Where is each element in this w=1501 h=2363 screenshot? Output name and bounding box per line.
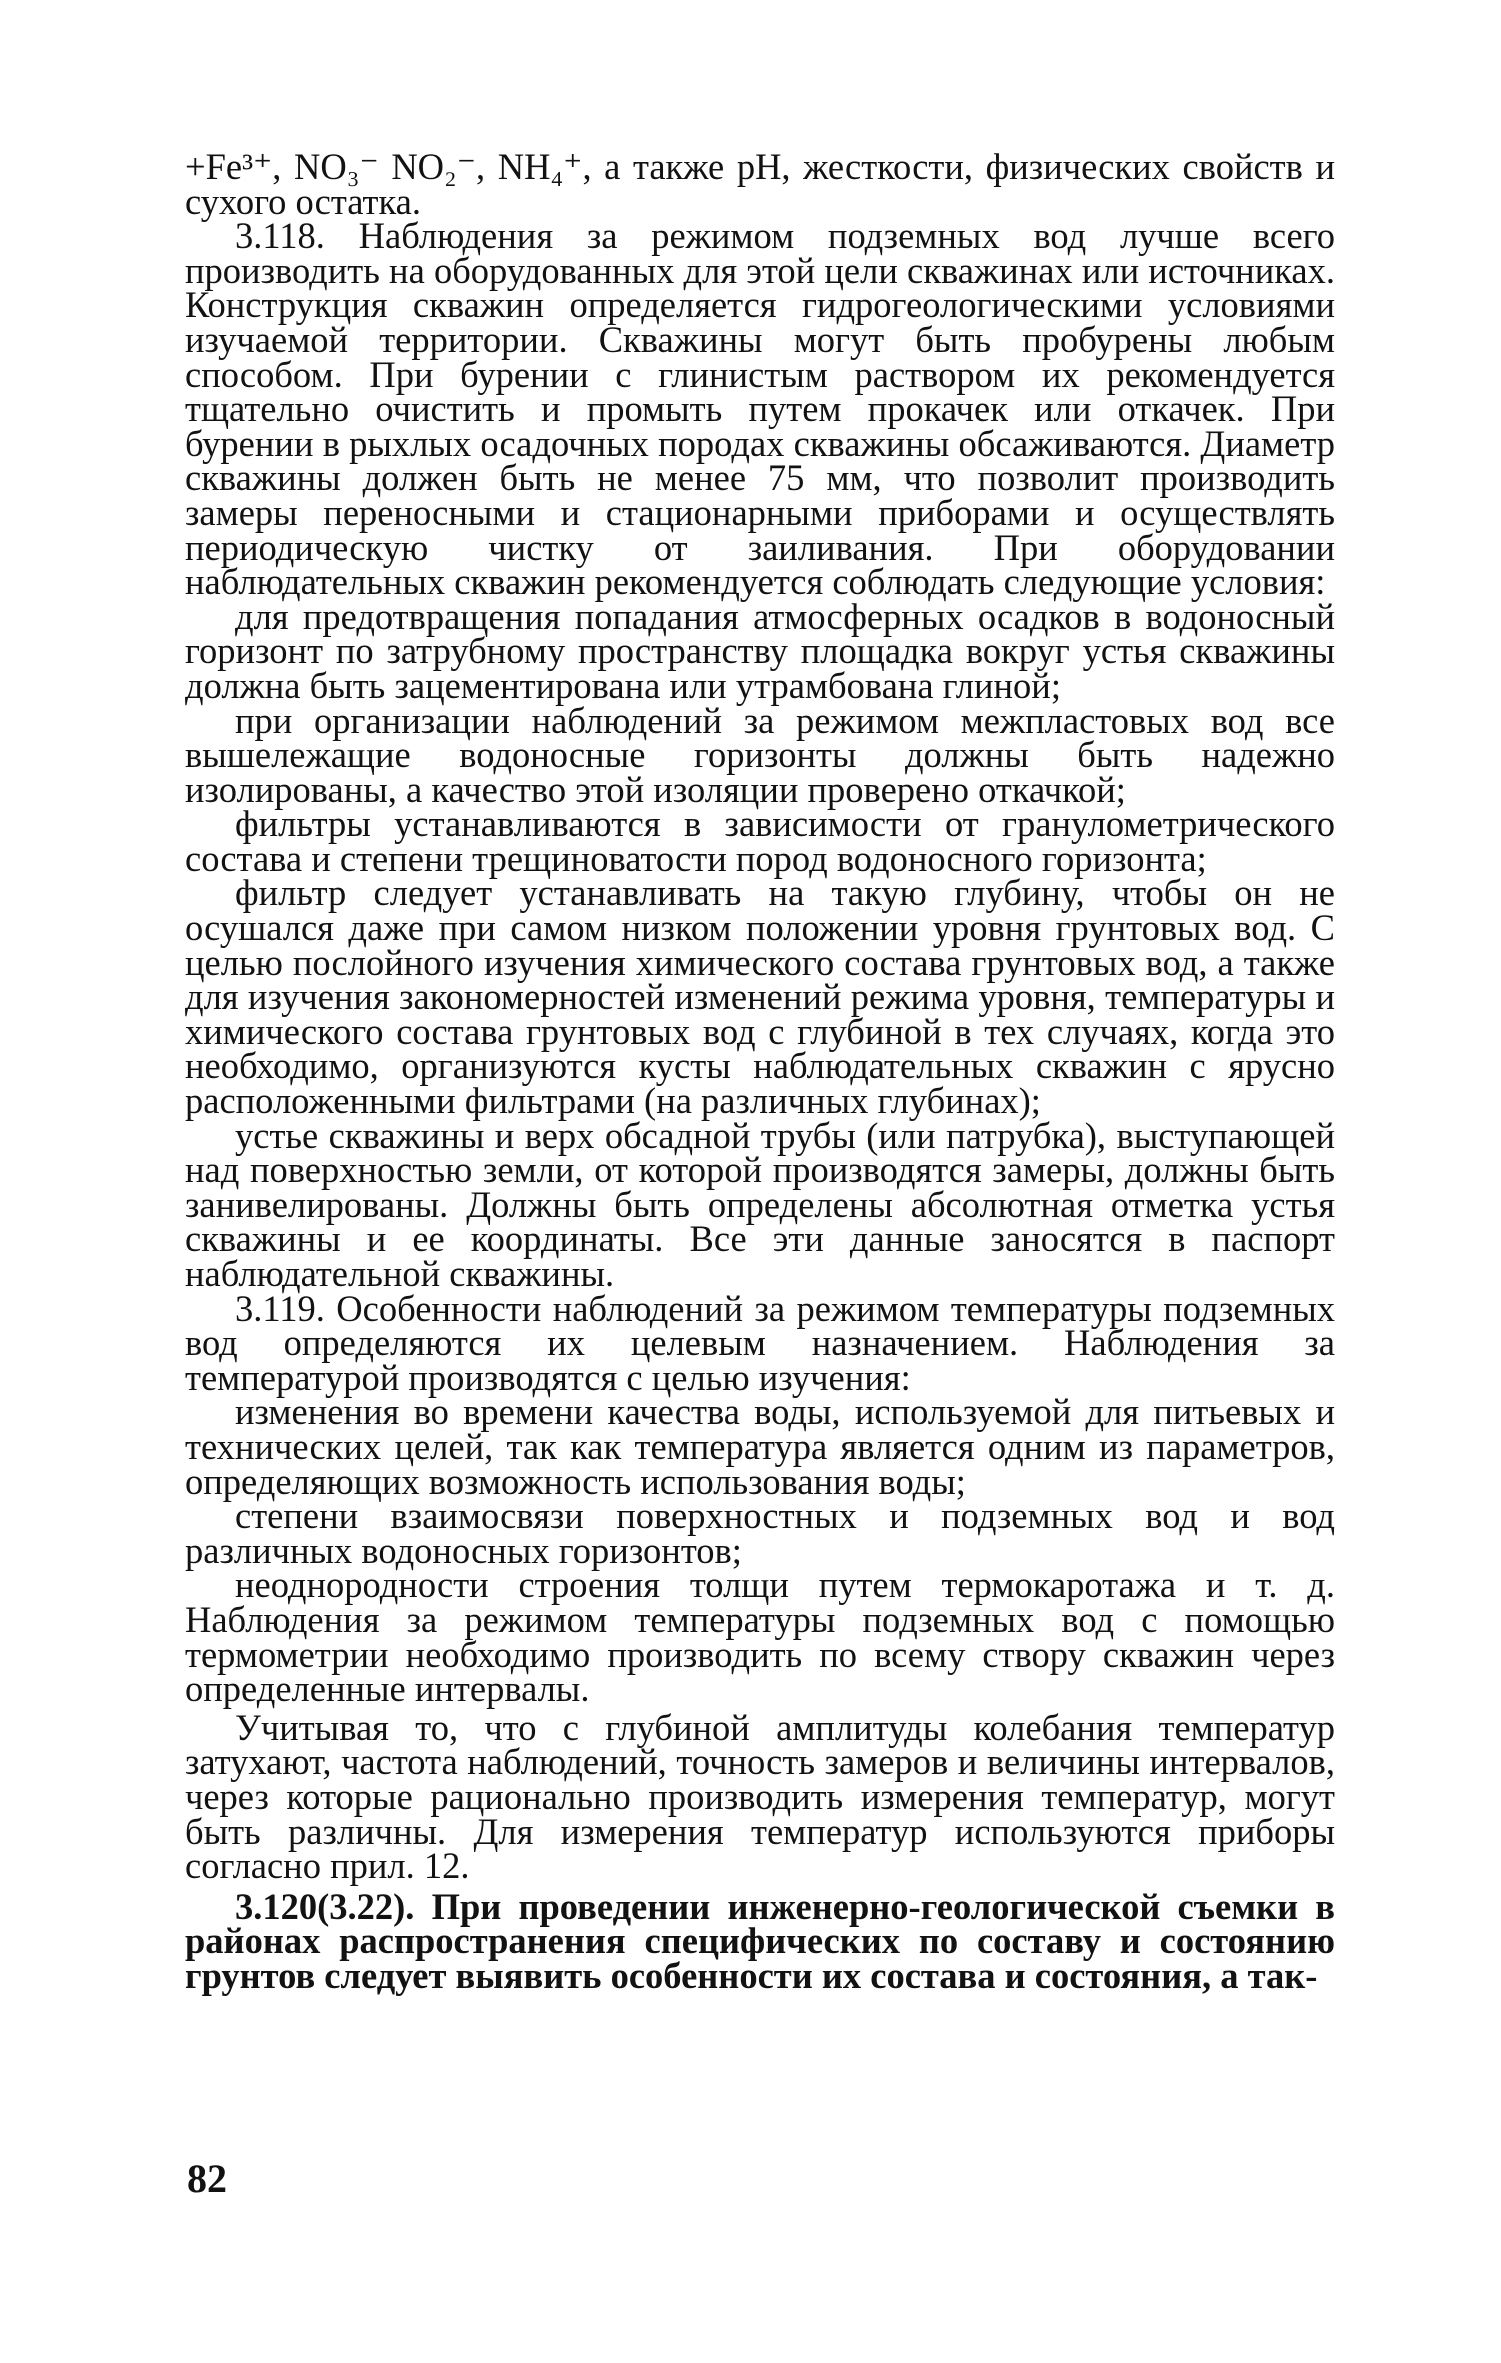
page-number: 82 [187, 2156, 227, 2201]
list-item: для предотвращения попадания атмосферных осадков в водоносный горизонт по затрубному пространству площадка вокруг устья скважины должна быть зацементирована или утрамбована глиной; [185, 595, 1335, 706]
page-body [185, 146, 1335, 1996]
list-item: при организации наблюдений за режимом межпластовых вод все вышележащие водоносные горизонты должны быть надежно изолированы, а качество этой изоляции проверено откачкой; [185, 699, 1335, 810]
paragraph-3-119: 3.119. Особенности наблюдений за режимом температуры подземных вод определяются их целевым назначением. Наблюдения за температурой производятся с целью изучения: [185, 1287, 1335, 1398]
paragraph-3-120: 3.120(3.22). При проведении инженерно-геологической съемки в районах распространения специфических по составу и состоянию грунтов следует выявить особенности их состава и состояния, а так- [185, 1885, 1335, 1996]
list-item: изменения во времени качества воды, используемой для питьевых и технических целей, так как температура является одним из параметров, определяющих возможность использования воды; [185, 1391, 1335, 1502]
top-fragment: +Fe³⁺, NO₃⁻ NO₂⁻, NH₄⁺, а также pH, жесткости, физических свойств и сухого остатка. [185, 146, 1335, 222]
list-item: устье скважины и верх обсадной трубы (или патрубка), выступающей над поверхностью земли, от которой производятся замеры, должны быть занивелированы. Должны быть определены абсолютная отметка устья скважины и ее координаты. Все эти данные заносятся в паспорт наблюдательной скважины. [185, 1114, 1335, 1294]
paragraph-temperature: Учитывая то, что с глубиной амплитуды колебания температур затухают, частота наблюдений, точность замеров и величины интервалов, через которые рационально производить измерения температур, могут быть различны. Для измерения температур используются приборы согласно прил. 12. [185, 1706, 1335, 1887]
paragraph-3-118: 3.118. Наблюдения за режимом подземных вод лучше всего производить на оборудованных для этой цели скважинах или источниках. Конструкция скважин определяется гидрогеологическими условиями изучаемой территории. Скважины могут быть пробурены любым способом. При бурении с глинистым раствором их рекомендуется тщательно очистить и промыть путем прокачек или откачек. При бурении в рыхлых осадочных породах скважины обсаживаются. Диаметр скважины должен быть не менее 75 мм, что позволит производить замеры переносными и стационарными приборами и осуществлять периодическую чистку от заиливания. При оборудовании наблюдательных скважин рекомендуется соблюдать следующие условия: [185, 215, 1335, 603]
list-item: неоднородности строения толщи путем термокаротажа и т. д. Наблюдения за режимом температуры подземных вод с помощью термометрии необходимо производить по всему створу скважин через определенные интервалы. [185, 1564, 1335, 1710]
list-item: фильтр следует устанавливать на такую глубину, чтобы он не осушался даже при самом низком положении уровня грунтовых вод. С целью послойного изучения химического состава грунтовых вод, а также для изучения закономерностей изменений режима уровня, температуры и химического состава грунтовых вод с глубиной в тех случаях, когда это необходимо, организуются кусты наблюдательных скважин с ярусно расположенными фильтрами (на различных глубинах); [185, 872, 1335, 1122]
list-item: фильтры устанавливаются в зависимости от гранулометрического состава и степени трещиноватости пород водоносного горизонта; [185, 803, 1335, 879]
list-item: степени взаимосвязи поверхностных и подземных вод и вод различных водоносных горизонтов; [185, 1495, 1335, 1571]
